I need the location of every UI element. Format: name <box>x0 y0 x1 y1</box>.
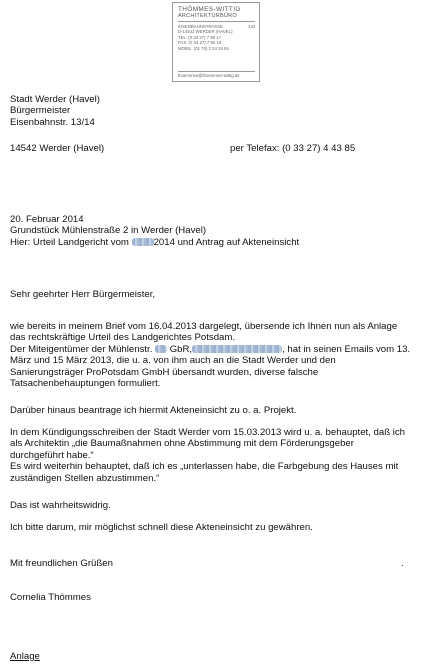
paragraph-5: Ich bitte darum, mir möglichst schnell diese Akteneinsicht zu gewähren. <box>10 522 313 533</box>
recipient-line: Stadt Werder (Havel) <box>10 94 100 105</box>
telefax-number: per Telefax: (0 33 27) 4 43 85 <box>230 143 356 154</box>
paragraph-line: zuständigen Stellen abzustimmen.“ <box>10 472 160 484</box>
letterhead-mobil-row <box>178 46 255 52</box>
letterhead-city: D-14542 WERDER (HAVEL) <box>178 29 233 35</box>
paragraph-line: durchgeführt habe.“ <box>10 449 94 461</box>
salutation: Sehr geehrter Herr Bürgermeister, <box>10 289 156 300</box>
redacted-date <box>132 238 154 246</box>
closing: Mit freundlichen Grüßen <box>10 558 113 569</box>
paragraph-line: Der Miteigentümer der Mühlenstr. GbR, , hat in seinen Emails vom 13. <box>10 343 411 355</box>
recipient-line: Bürgermeister <box>10 105 71 117</box>
letterhead-street: EISENBAHNSTRASSE <box>178 23 223 29</box>
letterhead-email: thoemmes@thoemmes-wittig.de <box>178 71 255 79</box>
date-subject-block <box>10 214 299 248</box>
paragraph-3 <box>10 427 405 484</box>
redacted-name <box>192 345 282 353</box>
recipient-city: 14542 Werder (Havel) <box>10 143 105 154</box>
letterhead-name: THÖMMES-WITTIG <box>178 6 241 13</box>
paragraph-line: das rechtskräftige Urteil des Landgerichtes Potsdam. <box>10 332 236 344</box>
paragraph-2: Darüber hinaus beantrage ich hiermit Akteneinsicht zu o. a. Projekt. <box>10 405 297 416</box>
letter-date: 20. Februar 2014 <box>10 214 84 225</box>
paragraph-1 <box>10 321 410 389</box>
letterhead-mobil: (01 70) 2 24 34 84 <box>193 45 229 51</box>
paragraph-line: als Architektin „die Baumaßnahmen ohne Abstimmung mit dem Förderungsgeber <box>10 438 354 450</box>
paragraph-line: wie bereits in meinem Brief vom 16.04.2013 dargelegt, übersende ich Ihnen nun als Anlage <box>10 321 398 332</box>
recipient-line: Eisenbahnstr. 13/14 <box>10 116 95 128</box>
paragraph-line: Sanierungsträger ProPotsdam GmbH übersandt wurden, diverse falsche <box>10 366 319 378</box>
letterhead-tel-label: TEL: <box>178 34 188 40</box>
letterhead-subtitle: ARCHITEKTURBÜRO <box>178 13 255 22</box>
recipient-address <box>10 94 100 128</box>
subject-line: Grundstück Mühlenstraße 2 in Werder (Havel) <box>10 225 207 237</box>
paragraph-line: Tatsachenbehauptungen formuliert. <box>10 378 161 390</box>
signature-name: Cornelia Thömmes <box>10 592 91 603</box>
redacted-house-number <box>155 345 167 353</box>
letterhead-fax-label: FAX: <box>178 40 188 46</box>
letterhead-mobil-label: MOBIL: <box>178 45 193 51</box>
letterhead-street-number: 133 <box>247 23 255 29</box>
letterhead-box <box>172 2 260 82</box>
letterhead-tel: (0 33 27) 7 90 17 <box>188 34 222 40</box>
closing-dot: . <box>401 558 404 569</box>
attachment-label: Anlage <box>10 651 40 662</box>
paragraph-4: Das ist wahrheitswidrig. <box>10 500 111 511</box>
paragraph-line: In dem Kündigungsschreiben der Stadt Werder vom 15.03.2013 wird u. a. behauptet, daß ich <box>10 427 406 438</box>
paragraph-line: Es wird weiterhin behauptet, daß ich es „unterlassen habe, die Farbgebung des Hauses mit <box>10 461 399 473</box>
subject-line: Hier: Urteil Landgericht vom 2014 und Antrag auf Akteneinsicht <box>10 236 300 248</box>
letterhead-fax: (0 33 27) 7 90 19 <box>188 40 222 46</box>
paragraph-line: März und 15 März 2013, die u. a. von ihm auch an die Stadt Werder und den <box>10 355 336 367</box>
